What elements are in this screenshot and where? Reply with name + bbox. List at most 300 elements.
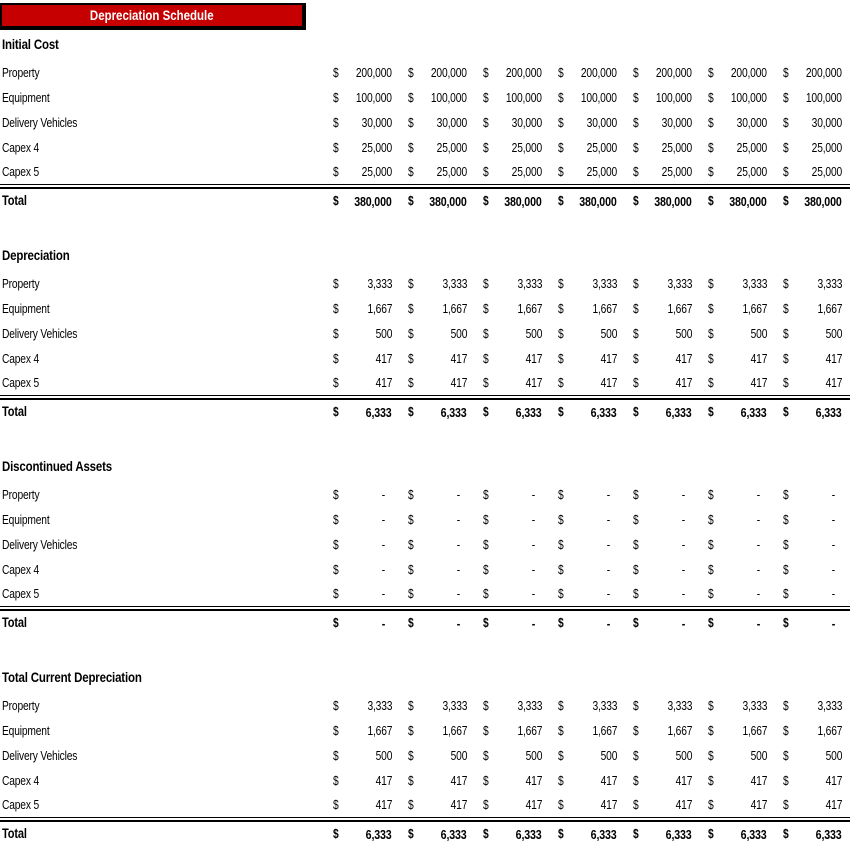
- value-cell: [480, 616, 555, 631]
- row-label-cell: [0, 536, 330, 554]
- value-cell: [630, 538, 705, 552]
- section-title-cell: [0, 36, 330, 54]
- currency-symbol: $: [333, 723, 339, 738]
- currency-symbol: $: [633, 537, 639, 552]
- currency-symbol: $: [333, 90, 339, 105]
- section-title: Discontinued Assets: [2, 458, 113, 474]
- value-text: -: [456, 562, 460, 577]
- currency-symbol: $: [708, 512, 714, 527]
- value-cell: [780, 724, 850, 738]
- currency-symbol: $: [408, 587, 414, 601]
- currency-symbol: $: [483, 562, 489, 577]
- currency-symbol: $: [333, 194, 339, 208]
- value-text: -: [381, 512, 385, 527]
- value-text: -: [606, 562, 610, 577]
- value-cell: [405, 165, 480, 179]
- value-text: 417: [450, 798, 467, 812]
- value-text: 30,000: [661, 115, 692, 130]
- currency-symbol: $: [783, 351, 789, 366]
- currency-symbol: $: [408, 562, 414, 577]
- row-label-cell: [0, 64, 330, 82]
- currency-symbol: $: [333, 587, 339, 601]
- currency-symbol: $: [558, 351, 564, 366]
- value-cell: [330, 563, 405, 577]
- value-text: 100,000: [431, 90, 467, 105]
- currency-symbol: $: [783, 616, 789, 630]
- row-capex-5: [0, 582, 850, 607]
- currency-symbol: $: [483, 487, 489, 502]
- value-cell: [780, 66, 850, 80]
- row-label: Equipment: [2, 90, 50, 105]
- value-text: 1,667: [442, 723, 467, 738]
- row-label-cell: [0, 275, 330, 293]
- value-cell: [780, 616, 850, 631]
- value-text: 417: [750, 376, 767, 390]
- value-text: 6,333: [816, 404, 842, 420]
- currency-symbol: $: [408, 773, 414, 788]
- value-cell: [405, 827, 480, 842]
- value-text: -: [456, 512, 460, 527]
- currency-symbol: $: [633, 115, 639, 130]
- currency-symbol: $: [483, 723, 489, 738]
- currency-symbol: $: [783, 537, 789, 552]
- value-cell: [405, 91, 480, 105]
- value-cell: [555, 194, 630, 209]
- currency-symbol: $: [633, 487, 639, 502]
- value-text: 6,333: [441, 404, 467, 420]
- row-label-cell: [0, 300, 330, 318]
- value-cell: [630, 616, 705, 631]
- currency-symbol: $: [633, 562, 639, 577]
- value-text: 380,000: [504, 193, 542, 209]
- currency-symbol: $: [708, 587, 714, 601]
- value-text: -: [531, 615, 535, 631]
- value-text: 500: [750, 748, 767, 763]
- value-cell: [405, 587, 480, 601]
- value-text: 417: [600, 351, 617, 366]
- currency-symbol: $: [783, 748, 789, 763]
- value-cell: [330, 91, 405, 105]
- value-text: -: [756, 537, 760, 552]
- value-text: -: [531, 512, 535, 527]
- currency-symbol: $: [333, 351, 339, 366]
- value-cell: [480, 563, 555, 577]
- currency-symbol: $: [483, 616, 489, 630]
- value-cell: [555, 116, 630, 130]
- currency-symbol: $: [483, 537, 489, 552]
- total-label: Total: [2, 615, 27, 630]
- value-cell: [555, 587, 630, 601]
- value-text: -: [606, 512, 610, 527]
- row-label: Capex 5: [2, 376, 40, 390]
- value-cell: [705, 827, 780, 842]
- value-cell: [630, 699, 705, 713]
- value-text: 100,000: [356, 90, 392, 105]
- currency-symbol: $: [333, 65, 339, 80]
- value-cell: [405, 302, 480, 316]
- value-text: -: [681, 537, 685, 552]
- currency-symbol: $: [708, 194, 714, 208]
- value-cell: [630, 513, 705, 527]
- value-cell: [480, 141, 555, 155]
- value-cell: [780, 587, 850, 601]
- row-label-cell: [0, 747, 330, 765]
- value-text: 25,000: [436, 165, 467, 179]
- section-title: Depreciation: [2, 247, 70, 263]
- value-cell: [780, 827, 850, 842]
- value-text: -: [381, 587, 385, 601]
- value-cell: [330, 302, 405, 316]
- currency-symbol: $: [408, 140, 414, 155]
- row-label-cell: [0, 486, 330, 504]
- value-cell: [630, 302, 705, 316]
- value-text: 100,000: [806, 90, 842, 105]
- value-text: -: [531, 487, 535, 502]
- row-label: Delivery Vehicles: [2, 115, 78, 130]
- row-capex-4: [0, 768, 850, 793]
- currency-symbol: $: [408, 165, 414, 179]
- value-cell: [405, 538, 480, 552]
- section-title: Total Current Depreciation: [2, 669, 142, 685]
- row-label-cell: [0, 139, 330, 157]
- value-text: 417: [450, 351, 467, 366]
- row-label-cell: [0, 511, 330, 529]
- value-text: 6,333: [666, 826, 692, 842]
- value-cell: [480, 538, 555, 552]
- value-text: 417: [825, 351, 842, 366]
- currency-symbol: $: [333, 487, 339, 502]
- currency-symbol: $: [633, 512, 639, 527]
- row-property: [0, 482, 850, 507]
- row-property: [0, 271, 850, 296]
- value-text: -: [606, 587, 610, 601]
- schedule-table: [0, 30, 850, 846]
- value-cell: [780, 302, 850, 316]
- row-delivery-vehicles: [0, 743, 850, 768]
- value-cell: [330, 827, 405, 842]
- value-text: 30,000: [586, 115, 617, 130]
- currency-symbol: $: [558, 326, 564, 341]
- value-cell: [780, 513, 850, 527]
- value-cell: [555, 827, 630, 842]
- value-cell: [780, 488, 850, 502]
- currency-symbol: $: [333, 798, 339, 812]
- value-cell: [405, 116, 480, 130]
- schedule-title: Depreciation Schedule: [90, 8, 214, 23]
- value-cell: [480, 327, 555, 341]
- currency-symbol: $: [783, 512, 789, 527]
- value-text: -: [606, 537, 610, 552]
- value-cell: [480, 587, 555, 601]
- currency-symbol: $: [633, 723, 639, 738]
- value-text: 100,000: [506, 90, 542, 105]
- currency-symbol: $: [483, 748, 489, 763]
- currency-symbol: $: [408, 276, 414, 291]
- currency-symbol: $: [483, 65, 489, 80]
- value-cell: [555, 66, 630, 80]
- value-cell: [555, 327, 630, 341]
- value-text: 30,000: [436, 115, 467, 130]
- total-label: Total: [2, 193, 27, 208]
- value-cell: [555, 277, 630, 291]
- row-label-cell: [0, 89, 330, 107]
- value-text: 3,333: [367, 276, 392, 291]
- currency-symbol: $: [633, 351, 639, 366]
- value-cell: [555, 302, 630, 316]
- value-text: 1,667: [817, 723, 842, 738]
- currency-symbol: $: [708, 405, 714, 419]
- row-delivery-vehicles: [0, 321, 850, 346]
- row-equipment: [0, 718, 850, 743]
- value-cell: [330, 352, 405, 366]
- currency-symbol: $: [558, 90, 564, 105]
- value-cell: [405, 774, 480, 788]
- value-text: 3,333: [517, 698, 542, 713]
- value-cell: [405, 194, 480, 209]
- currency-symbol: $: [408, 798, 414, 812]
- currency-symbol: $: [408, 487, 414, 502]
- value-cell: [330, 699, 405, 713]
- currency-symbol: $: [708, 616, 714, 630]
- currency-symbol: $: [783, 487, 789, 502]
- value-cell: [555, 376, 630, 390]
- value-cell: [555, 798, 630, 812]
- section-discontinued-assets: [0, 452, 850, 635]
- value-text: -: [756, 487, 760, 502]
- value-text: 1,667: [817, 301, 842, 316]
- currency-symbol: $: [783, 698, 789, 713]
- value-cell: [780, 538, 850, 552]
- currency-symbol: $: [408, 827, 414, 841]
- row-label-cell: [0, 163, 330, 181]
- value-cell: [330, 141, 405, 155]
- currency-symbol: $: [558, 616, 564, 630]
- value-cell: [480, 116, 555, 130]
- value-text: -: [756, 615, 760, 631]
- value-cell: [630, 827, 705, 842]
- value-text: 25,000: [511, 165, 542, 179]
- value-cell: [630, 587, 705, 601]
- section-title-cell: [0, 458, 330, 476]
- value-text: 30,000: [811, 115, 842, 130]
- value-text: 25,000: [811, 140, 842, 155]
- currency-symbol: $: [333, 698, 339, 713]
- currency-symbol: $: [483, 276, 489, 291]
- value-cell: [705, 141, 780, 155]
- row-label-cell: [0, 796, 330, 814]
- currency-symbol: $: [483, 376, 489, 390]
- value-text: 417: [675, 376, 692, 390]
- value-text: 30,000: [361, 115, 392, 130]
- currency-symbol: $: [333, 165, 339, 179]
- total-label: Total: [2, 404, 27, 419]
- currency-symbol: $: [408, 351, 414, 366]
- value-text: 25,000: [736, 140, 767, 155]
- currency-symbol: $: [783, 115, 789, 130]
- row-label: Capex 4: [2, 351, 40, 366]
- value-text: 6,333: [666, 404, 692, 420]
- value-text: 3,333: [517, 276, 542, 291]
- value-text: 25,000: [511, 140, 542, 155]
- value-cell: [555, 141, 630, 155]
- currency-symbol: $: [483, 405, 489, 419]
- value-cell: [480, 277, 555, 291]
- value-cell: [630, 749, 705, 763]
- currency-symbol: $: [558, 301, 564, 316]
- currency-symbol: $: [783, 587, 789, 601]
- row-delivery-vehicles: [0, 532, 850, 557]
- currency-symbol: $: [558, 512, 564, 527]
- value-cell: [480, 798, 555, 812]
- currency-symbol: $: [558, 376, 564, 390]
- value-cell: [630, 194, 705, 209]
- value-cell: [405, 405, 480, 420]
- value-text: 25,000: [661, 165, 692, 179]
- value-text: 1,667: [517, 723, 542, 738]
- value-text: -: [531, 537, 535, 552]
- value-text: 417: [825, 773, 842, 788]
- value-cell: [330, 724, 405, 738]
- value-text: 380,000: [729, 193, 767, 209]
- value-cell: [630, 405, 705, 420]
- value-text: 500: [525, 326, 542, 341]
- value-text: 3,333: [742, 698, 767, 713]
- value-text: 200,000: [656, 65, 692, 80]
- value-cell: [555, 699, 630, 713]
- value-cell: [555, 352, 630, 366]
- currency-symbol: $: [558, 827, 564, 841]
- value-text: -: [381, 487, 385, 502]
- value-text: 417: [525, 376, 542, 390]
- currency-symbol: $: [483, 165, 489, 179]
- value-cell: [480, 376, 555, 390]
- value-text: 25,000: [736, 165, 767, 179]
- value-text: 200,000: [581, 65, 617, 80]
- value-text: -: [756, 562, 760, 577]
- currency-symbol: $: [408, 748, 414, 763]
- row-label-cell: [0, 114, 330, 132]
- value-cell: [405, 563, 480, 577]
- currency-symbol: $: [558, 405, 564, 419]
- row-label: Property: [2, 698, 40, 713]
- value-text: 417: [825, 798, 842, 812]
- value-cell: [705, 587, 780, 601]
- row-capex-5: [0, 793, 850, 818]
- value-cell: [480, 352, 555, 366]
- currency-symbol: $: [483, 115, 489, 130]
- value-text: 3,333: [367, 698, 392, 713]
- currency-symbol: $: [633, 276, 639, 291]
- currency-symbol: $: [558, 194, 564, 208]
- value-text: 1,667: [592, 301, 617, 316]
- value-cell: [405, 616, 480, 631]
- row-label: Property: [2, 65, 40, 80]
- section-initial-cost: [0, 30, 850, 213]
- value-cell: [330, 513, 405, 527]
- currency-symbol: $: [783, 194, 789, 208]
- section-total-current-depreciation: [0, 663, 850, 846]
- value-text: 417: [525, 773, 542, 788]
- currency-symbol: $: [783, 723, 789, 738]
- currency-symbol: $: [633, 748, 639, 763]
- value-cell: [405, 699, 480, 713]
- currency-symbol: $: [408, 698, 414, 713]
- value-cell: [630, 774, 705, 788]
- currency-symbol: $: [558, 773, 564, 788]
- value-cell: [555, 91, 630, 105]
- currency-symbol: $: [558, 115, 564, 130]
- value-cell: [780, 774, 850, 788]
- value-cell: [405, 352, 480, 366]
- value-text: 500: [600, 748, 617, 763]
- value-text: -: [831, 562, 835, 577]
- value-text: 380,000: [579, 193, 617, 209]
- value-cell: [330, 538, 405, 552]
- value-cell: [630, 488, 705, 502]
- value-cell: [555, 165, 630, 179]
- value-text: 1,667: [667, 723, 692, 738]
- currency-symbol: $: [633, 773, 639, 788]
- currency-symbol: $: [333, 276, 339, 291]
- depreciation-schedule-page: [0, 3, 850, 853]
- value-cell: [405, 66, 480, 80]
- value-cell: [780, 749, 850, 763]
- row-label: Capex 4: [2, 773, 40, 788]
- currency-symbol: $: [483, 301, 489, 316]
- value-text: 1,667: [442, 301, 467, 316]
- currency-symbol: $: [783, 301, 789, 316]
- value-text: 380,000: [804, 193, 842, 209]
- value-cell: [330, 66, 405, 80]
- currency-symbol: $: [558, 165, 564, 179]
- value-cell: [630, 376, 705, 390]
- value-cell: [555, 616, 630, 631]
- row-total: [0, 820, 850, 846]
- row-capex-5: [0, 371, 850, 396]
- value-text: -: [756, 512, 760, 527]
- currency-symbol: $: [408, 512, 414, 527]
- value-text: -: [381, 562, 385, 577]
- value-text: 417: [825, 376, 842, 390]
- value-cell: [630, 165, 705, 179]
- currency-symbol: $: [708, 798, 714, 812]
- value-text: 200,000: [356, 65, 392, 80]
- row-label: Property: [2, 276, 40, 291]
- value-cell: [405, 327, 480, 341]
- value-text: 6,333: [441, 826, 467, 842]
- value-cell: [705, 488, 780, 502]
- currency-symbol: $: [633, 140, 639, 155]
- value-text: 500: [525, 748, 542, 763]
- currency-symbol: $: [333, 115, 339, 130]
- value-text: 417: [600, 798, 617, 812]
- currency-symbol: $: [783, 90, 789, 105]
- value-text: 417: [375, 376, 392, 390]
- row-label-cell: [0, 374, 330, 392]
- currency-symbol: $: [483, 140, 489, 155]
- value-text: 3,333: [667, 276, 692, 291]
- value-cell: [330, 194, 405, 209]
- currency-symbol: $: [708, 537, 714, 552]
- value-text: 417: [375, 773, 392, 788]
- row-label-cell: [0, 561, 330, 579]
- value-cell: [630, 327, 705, 341]
- value-text: 3,333: [592, 276, 617, 291]
- value-text: 417: [525, 798, 542, 812]
- total-label: Total: [2, 826, 27, 841]
- value-text: 500: [750, 326, 767, 341]
- value-cell: [480, 488, 555, 502]
